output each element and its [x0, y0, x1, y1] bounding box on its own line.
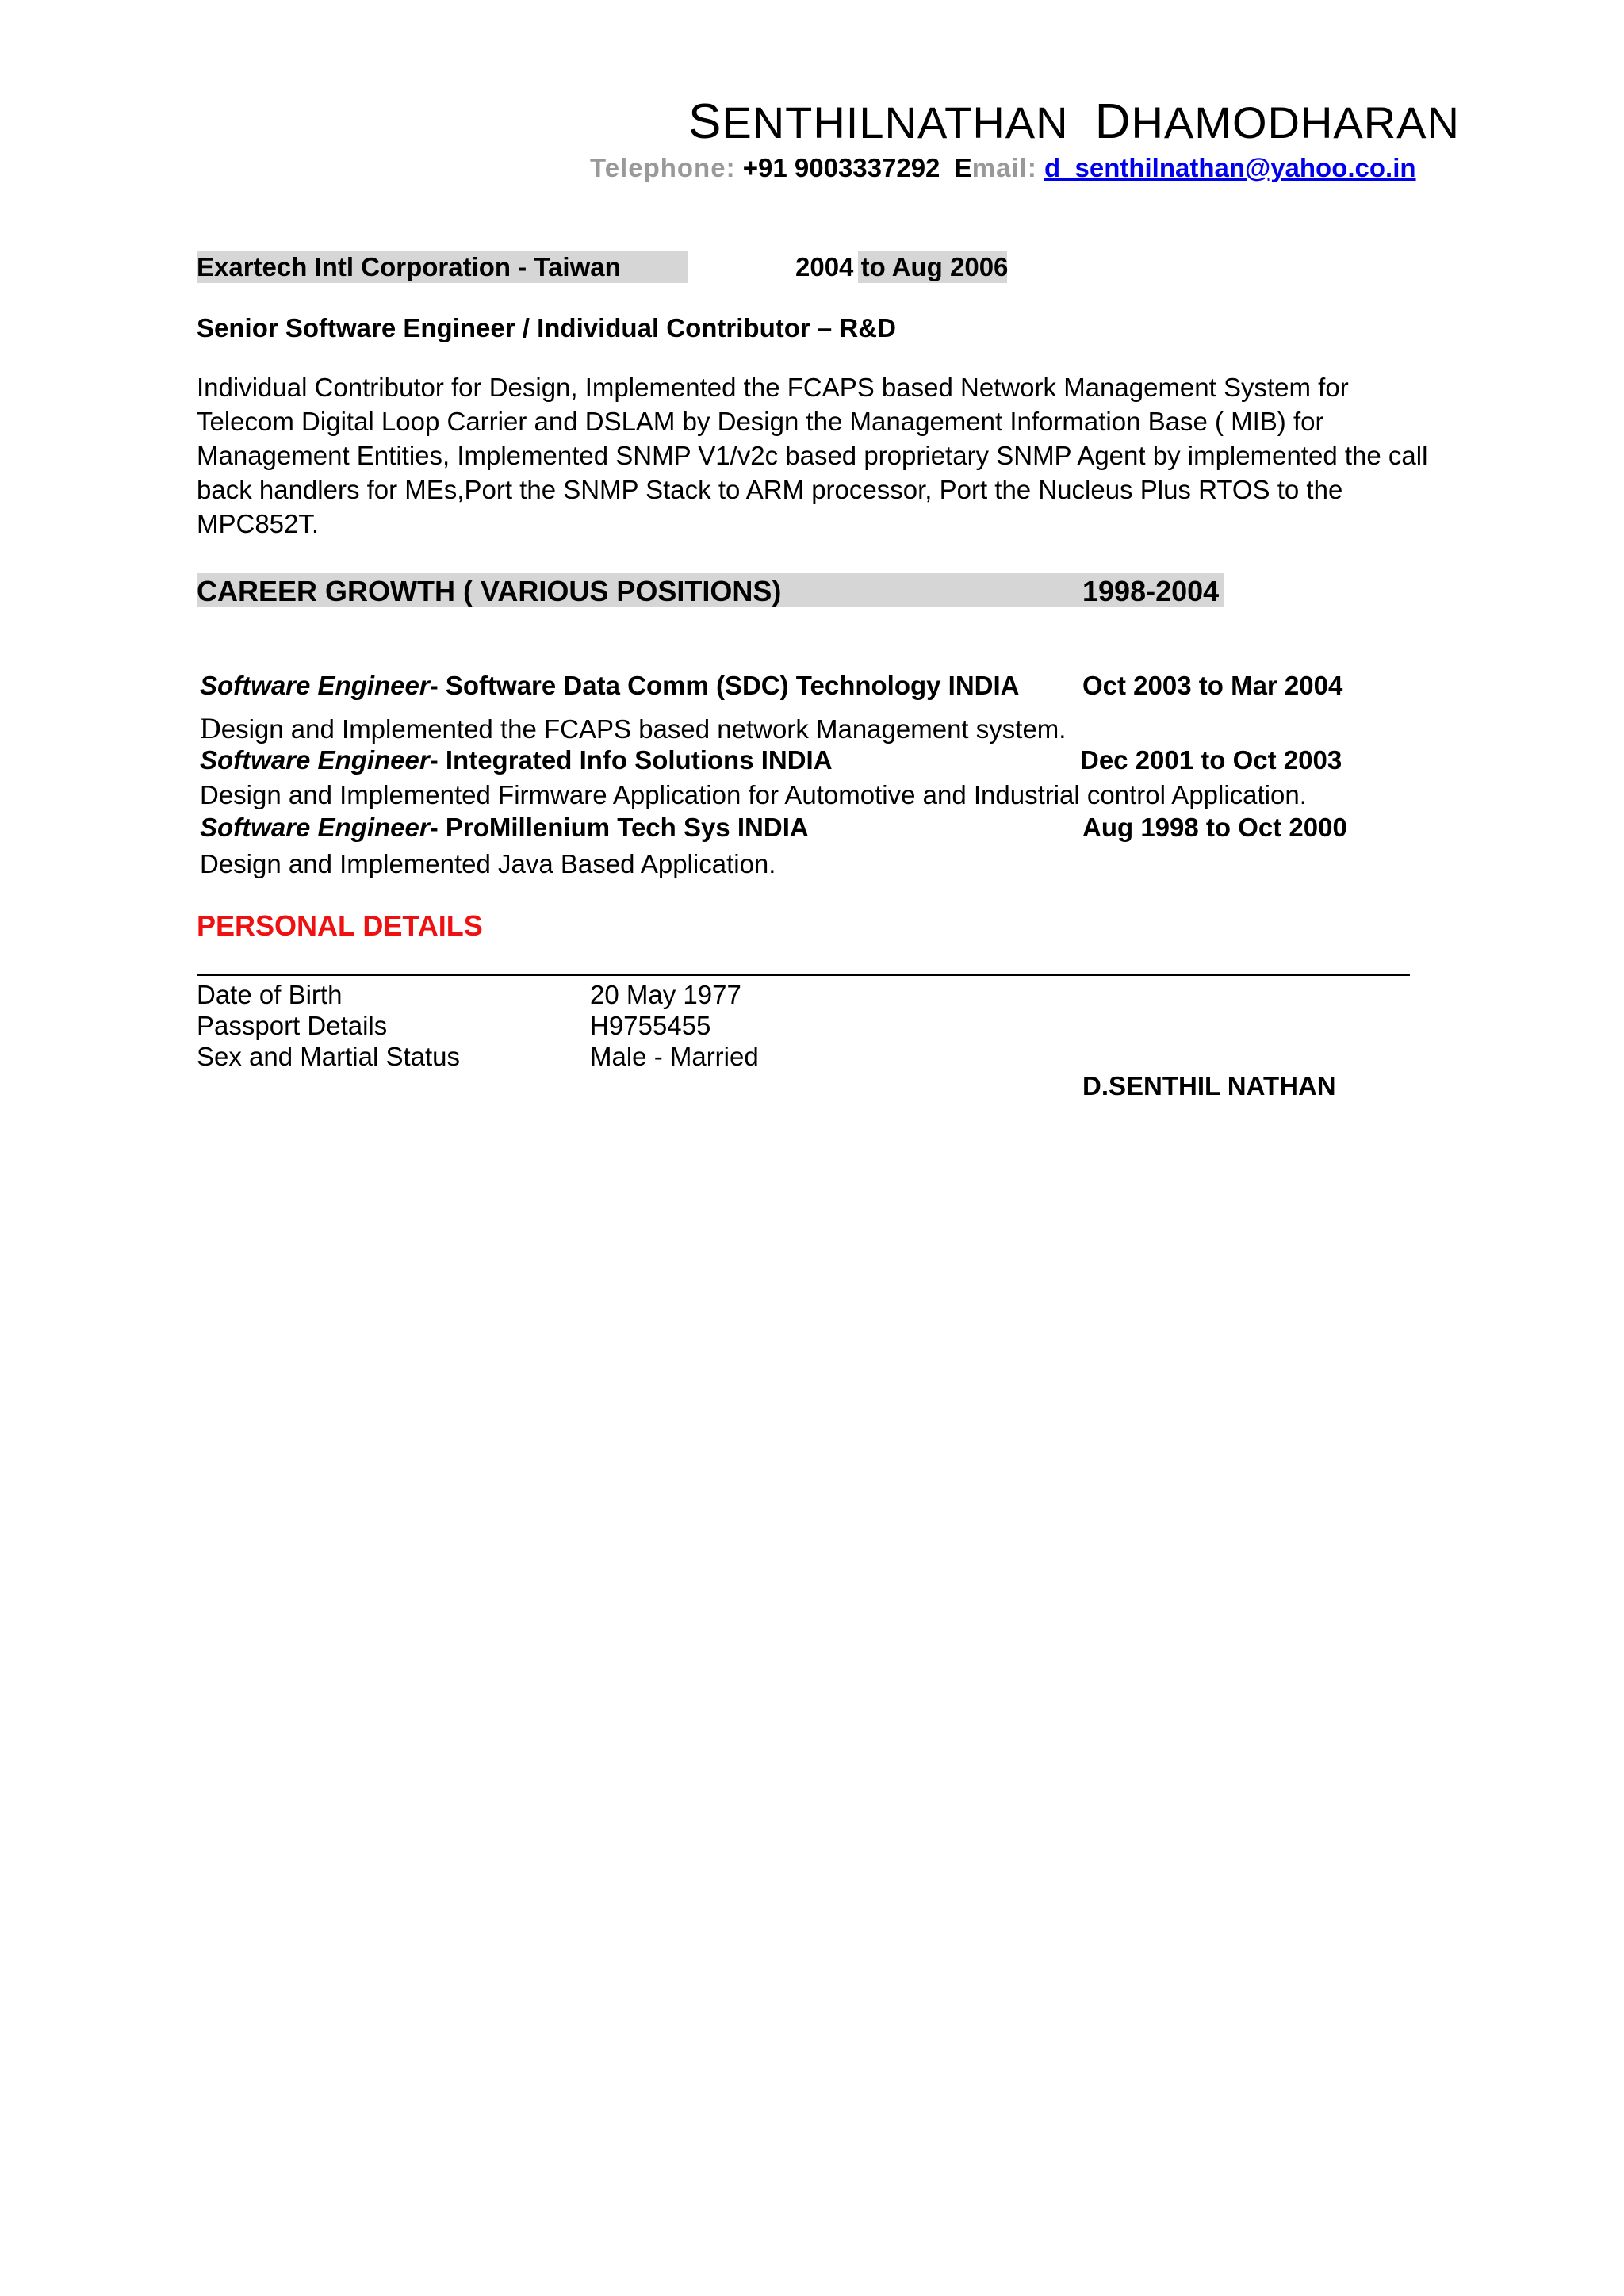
company-name: Exartech Intl Corporation - Taiwan — [197, 252, 621, 281]
telephone-value: +91 9003337292 — [742, 153, 940, 182]
position-1-role: Software Engineer — [200, 671, 430, 700]
position-2-role: Software Engineer — [200, 745, 430, 775]
email-label-initial: E — [954, 153, 972, 182]
job-period: 2004 to Aug 2006 — [795, 252, 1009, 281]
position-2-description: Design and Implemented Firmware Application for Automotive and Industrial control Application. — [200, 780, 1307, 809]
email-label: mail: — [971, 153, 1037, 182]
personal-heading: PERSONAL DETAILS — [197, 909, 483, 942]
position-2-company: - Integrated Info Solutions INDIA — [429, 745, 833, 775]
position-1-description: Design and Implemented the FCAPS based network Management system. — [200, 713, 1067, 745]
status-value: Male - Married — [590, 1042, 759, 1071]
position-3-description: Design and Implemented Java Based Application. — [200, 849, 776, 878]
signature: D.SENTHIL NATHAN — [1082, 1071, 1336, 1100]
job-description: Individual Contributor for Design, Implemented the FCAPS based Network Management System for Telecom Digital Loop Carrier and DSLAM by Design the Management Information Base ( MIB) for Management Entities, Implemented SNMP V1/v2c based proprietary SNMP Agent by implemented the call back handlers for MEs,Port the SNMP Stack to ARM processor, Port the Nucleus Plus RTOS to the MPC852T. — [197, 373, 1428, 538]
position-1-company: - Software Data Comm (SDC) Technology INDIA — [429, 671, 1020, 700]
position-1-header — [200, 671, 1020, 701]
job-title: Senior Software Engineer / Individual Contributor – R&D — [197, 313, 896, 342]
dob-value: 20 May 1977 — [590, 980, 741, 1009]
email-link[interactable]: d_senthilnathan@yahoo.co.in — [1044, 153, 1416, 182]
position-3-header — [200, 813, 809, 843]
dob-label: Date of Birth — [197, 980, 343, 1009]
passport-value: H9755455 — [590, 1011, 711, 1040]
career-heading: CAREER GROWTH ( VARIOUS POSITIONS) — [197, 575, 782, 607]
passport-label: Passport Details — [197, 1011, 388, 1040]
position-2-dates: Dec 2001 to Oct 2003 — [1080, 745, 1342, 775]
position-2-header — [200, 745, 833, 775]
position-3-company: - ProMillenium Tech Sys INDIA — [429, 813, 809, 842]
career-period: 1998-2004 — [1082, 575, 1220, 607]
contact-line — [590, 153, 1416, 183]
position-3-dates: Aug 1998 to Oct 2000 — [1082, 813, 1347, 842]
status-label: Sex and Martial Status — [197, 1042, 460, 1071]
candidate-name: SENTHILNATHAN DHAMODHARAN — [688, 94, 1460, 149]
position-1-dates: Oct 2003 to Mar 2004 — [1082, 671, 1343, 700]
section-divider — [197, 974, 1410, 976]
telephone-label: Telephone: — [590, 153, 736, 182]
position-3-role: Software Engineer — [200, 813, 430, 842]
